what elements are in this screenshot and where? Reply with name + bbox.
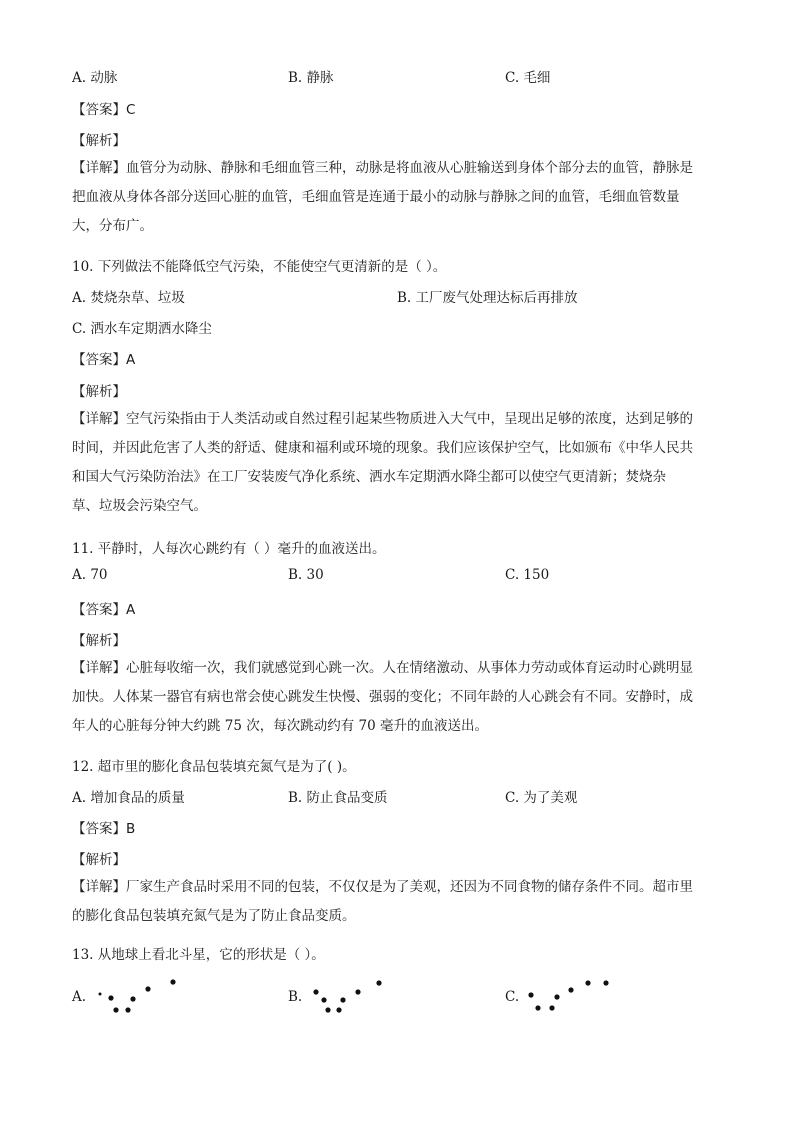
star-dot: [130, 996, 135, 1001]
q13-option-b-label: B.: [288, 989, 303, 1005]
q11-answer: 【答案】A: [72, 602, 136, 618]
q11-analysis-label: 【解析】: [72, 633, 126, 649]
star-dot: [113, 1007, 118, 1012]
star-dot: [585, 980, 590, 985]
q10-option-c: C. 洒水车定期洒水降尘: [72, 321, 212, 337]
q10-stem: 10. 下列做法不能降低空气污染，不能使空气更清新的是（ ）。: [72, 259, 447, 275]
star-dot: [528, 992, 533, 997]
star-dot: [336, 1007, 341, 1012]
q9-answer: 【答案】C: [72, 102, 136, 118]
q9-detail-line: 大，分布广。: [72, 218, 153, 234]
q12-stem: 12. 超市里的膨化食品包装填充氮气是为了( )。: [72, 759, 356, 775]
q12-option-a: A. 增加食品的质量: [72, 790, 185, 806]
star-dot: [145, 986, 150, 991]
q9-detail: [72, 154, 722, 241]
star-dot: [535, 1005, 540, 1010]
star-dot: [603, 980, 608, 985]
q12-option-c: C. 为了美观: [505, 790, 578, 806]
star-dot: [554, 994, 559, 999]
q10-detail-line: 和国大气污染防治法》在工厂安装废气净化系统、洒水车定期洒水降尘都可以使空气更清新；焚烧杂: [72, 469, 666, 485]
star-dot: [108, 995, 113, 1000]
q11-detail: [72, 654, 722, 741]
star-dot: [170, 979, 175, 984]
q9-option-c: C. 毛细: [505, 70, 551, 86]
q12-detail: [72, 873, 722, 931]
q10-option-a: A. 焚烧杂草、垃圾: [72, 290, 185, 306]
q13-option-a-label: A.: [72, 989, 87, 1005]
q11-detail-line: 加快。人体某一器官有病也常会使心跳发生快慢、强弱的变化；不同年龄的人心跳会有不同。安静时，成: [72, 689, 693, 705]
q10-detail-line: 【详解】空气污染指由于人类活动或自然过程引起某些物质进入大气中，呈现出足够的浓度，达到足够的: [72, 411, 693, 427]
q13-stem: 13. 从地球上看北斗星，它的形状是（ ）。: [72, 947, 325, 963]
q10-detail-line: 时间，并因此危害了人类的舒适、健康和福利或环境的现象。我们应该保护空气，比如颁布《中华人民共: [72, 440, 693, 456]
q11-option-b: B. 30: [288, 567, 324, 583]
q9-option-b: B. 静脉: [288, 70, 334, 86]
q10-detail: [72, 405, 722, 521]
q12-option-b: B. 防止食品变质: [288, 790, 388, 806]
q11-option-a: A. 70: [72, 567, 108, 583]
q11-option-c: C. 150: [505, 567, 550, 583]
q10-answer: 【答案】A: [72, 352, 136, 368]
star-dot: [568, 987, 573, 992]
q13-option-c-dipper-figure: [522, 975, 622, 1020]
q11-detail-line: 【详解】心脏每收缩一次，我们就感觉到心跳一次。人在情绪激动、从事体力劳动或体育运动时心跳明显: [72, 660, 693, 676]
q12-analysis-label: 【解析】: [72, 852, 126, 868]
q11-stem: 11. 平静时，人每次心跳约有（ ）毫升的血液送出。: [72, 541, 386, 557]
star-dot: [340, 997, 345, 1002]
star-dot: [313, 989, 318, 994]
q13-option-b-dipper-figure: [308, 975, 398, 1020]
star-dot: [376, 980, 381, 985]
q9-detail-line: 【详解】血管分为动脉、静脉和毛细血管三种，动脉是将血液从心脏输送到身体个部分去的血管，静脉是: [72, 160, 693, 176]
q9-analysis-label: 【解析】: [72, 133, 126, 149]
star-dot: [125, 1007, 130, 1012]
q10-detail-line: 草、垃圾会污染空气。: [72, 498, 207, 514]
star-dot: [549, 1005, 554, 1010]
q12-detail-line: 【详解】厂家生产食品时采用不同的包装，不仅仅是为了美观，还因为不同食物的储存条件不同。超市里: [72, 879, 693, 895]
q13-option-c-label: C.: [505, 989, 520, 1005]
star-dot: [355, 989, 360, 994]
q10-analysis-label: 【解析】: [72, 384, 126, 400]
q10-option-b: B. 工厂废气处理达标后再排放: [397, 290, 578, 306]
q11-detail-line: 年人的心脏每分钟大约跳 75 次，每次跳动约有 70 毫升的血液送出。: [72, 718, 489, 734]
q9-detail-line: 把血液从身体各部分送回心脏的血管，毛细血管是连通于最小的动脉与静脉之间的血管，毛细血管数量: [72, 189, 680, 205]
q13-option-a-dipper-figure: [95, 975, 185, 1020]
q9-option-a: A. 动脉: [72, 70, 118, 86]
star-dot: [325, 1007, 330, 1012]
q12-detail-line: 的膨化食品包装填充氮气是为了防止食品变质。: [72, 908, 356, 924]
q12-answer: 【答案】B: [72, 821, 136, 837]
star-dot: [99, 993, 102, 996]
star-dot: [321, 997, 326, 1002]
